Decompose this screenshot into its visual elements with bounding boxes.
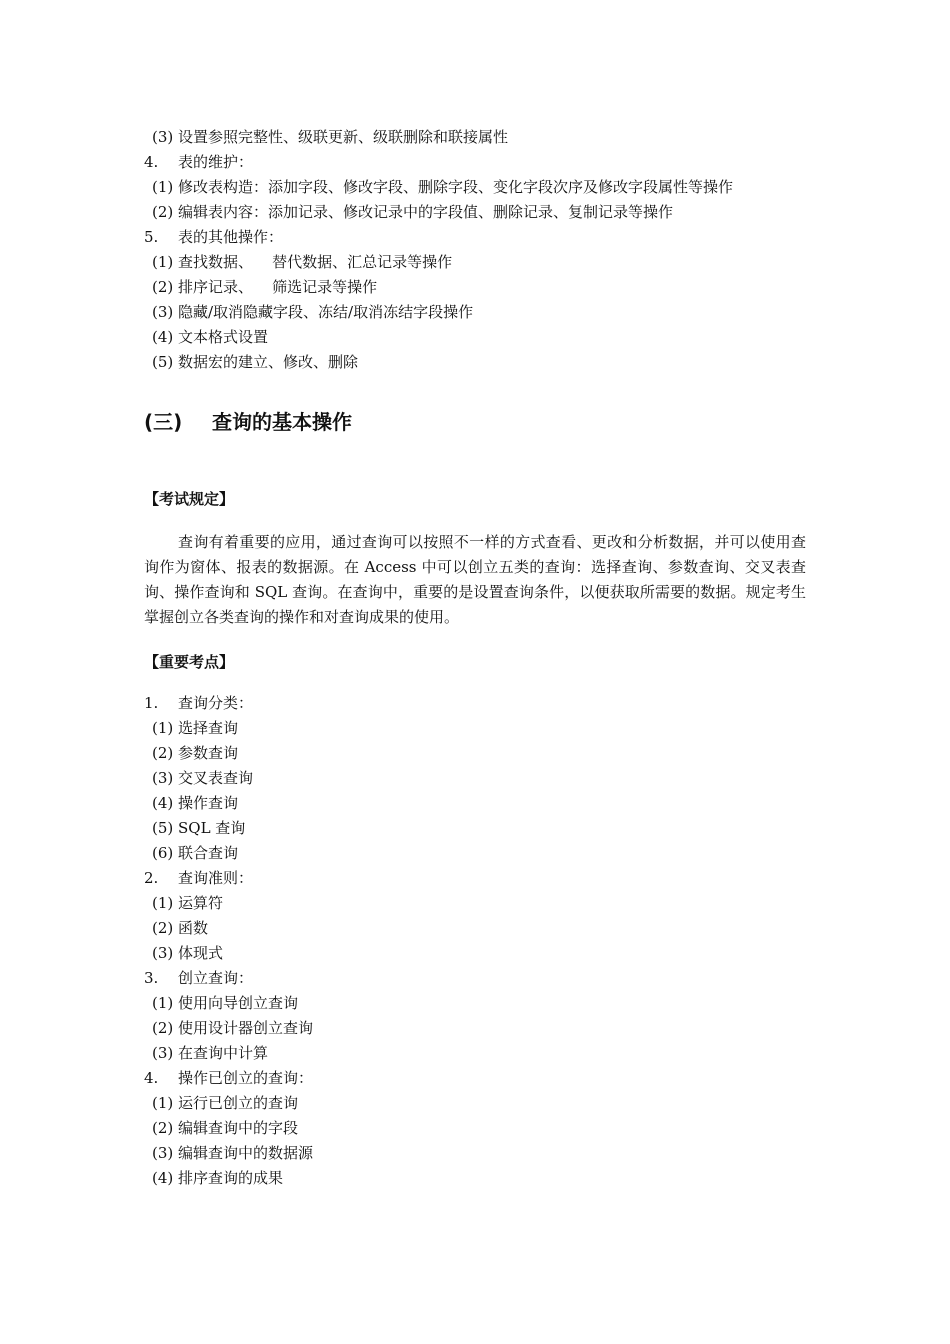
list-item — [152, 127, 508, 147]
list-item — [152, 793, 238, 813]
list-item-text: 修改表构造：添加字段、修改字段、删除字段、变化字段次序及修改字段属性等操作 — [178, 178, 734, 196]
list-item — [152, 177, 733, 197]
list-item-number: (3) — [152, 303, 174, 321]
list-item — [152, 327, 268, 347]
list-item-text: 编辑查询中的数据源 — [178, 1144, 314, 1162]
list-item — [152, 352, 358, 372]
list-item — [144, 968, 253, 988]
list-item-text: 表的维护： — [178, 153, 254, 171]
list-item-text: 创立查询： — [178, 969, 254, 987]
list-item-number: (2) — [152, 1119, 174, 1137]
list-item-text: 选择查询 — [178, 719, 239, 737]
list-item-number: (2) — [152, 744, 174, 762]
list-item — [144, 152, 253, 172]
exam-rule-paragraph — [144, 530, 806, 630]
list-item-number: (2) — [152, 203, 174, 221]
key-points-label: 【重要考点】 — [144, 653, 235, 671]
list-item-number: 5. — [144, 228, 159, 246]
list-item-number: (5) — [152, 353, 174, 371]
list-item-text: 在查询中计算 — [178, 1044, 269, 1062]
list-item-number: (4) — [152, 794, 174, 812]
list-item — [152, 743, 238, 763]
list-item-number: (3) — [152, 944, 174, 962]
list-item-text: 运行已创立的查询 — [178, 1094, 299, 1112]
exam-rule-label: 【考试规定】 — [144, 490, 235, 508]
list-item-text: 编辑查询中的字段 — [178, 1119, 299, 1137]
list-item-number: (1) — [152, 1094, 174, 1112]
list-item-number: (5) — [152, 819, 174, 837]
list-item-text: 体现式 — [178, 944, 224, 962]
list-item-text: 运算符 — [178, 894, 224, 912]
list-item — [144, 693, 253, 713]
list-item-number: (2) — [152, 1019, 174, 1037]
list-item-number: 4. — [144, 153, 159, 171]
list-item — [152, 1118, 298, 1138]
list-item-number: (1) — [152, 178, 174, 196]
list-item-number: (6) — [152, 844, 174, 862]
list-item-number: (1) — [152, 253, 174, 271]
list-item-text: 文本格式设置 — [178, 328, 269, 346]
list-item-number: (1) — [152, 994, 174, 1012]
list-item — [144, 868, 253, 888]
list-item-text: 排序记录、 筛选记录等操作 — [178, 278, 378, 296]
list-item-text: 查询分类： — [178, 694, 254, 712]
section-heading — [144, 406, 352, 435]
list-item — [152, 277, 377, 297]
list-item-text: 查找数据、 替代数据、汇总记录等操作 — [178, 253, 453, 271]
list-item-number: 4. — [144, 1069, 159, 1087]
list-item — [152, 943, 223, 963]
list-item-text: 设置参照完整性、级联更新、级联删除和联接属性 — [178, 128, 509, 146]
list-item — [152, 993, 298, 1013]
list-item — [152, 918, 208, 938]
list-item-number: 3. — [144, 969, 159, 987]
list-item — [152, 893, 223, 913]
list-item-text: 函数 — [178, 919, 209, 937]
list-item-text: SQL 查询 — [178, 819, 246, 837]
list-item-text: 编辑表内容：添加记录、修改记录中的字段值、删除记录、复制记录等操作 — [178, 203, 674, 221]
list-item-number: (1) — [152, 894, 174, 912]
list-item-number: (3) — [152, 1144, 174, 1162]
list-item-text: 使用设计器创立查询 — [178, 1019, 314, 1037]
heading-title: 查询的基本操作 — [212, 410, 352, 434]
list-item — [152, 768, 253, 788]
list-item-text: 隐藏/取消隐藏字段、冻结/取消冻结字段操作 — [178, 303, 474, 321]
list-item-text: 参数查询 — [178, 744, 239, 762]
list-item-number: 1. — [144, 694, 159, 712]
list-item — [152, 1143, 313, 1163]
list-item-number: (1) — [152, 719, 174, 737]
list-item-text: 操作查询 — [178, 794, 239, 812]
list-item — [144, 227, 283, 247]
list-item-number: 2. — [144, 869, 159, 887]
list-item-text: 联合查询 — [178, 844, 239, 862]
list-item-text: 数据宏的建立、修改、删除 — [178, 353, 359, 371]
heading-number: (三) — [144, 410, 183, 434]
list-item-number: (2) — [152, 278, 174, 296]
list-item — [152, 302, 473, 322]
list-item — [152, 843, 238, 863]
list-item — [152, 1168, 283, 1188]
list-item-text: 操作已创立的查询： — [178, 1069, 314, 1087]
list-item — [144, 1068, 313, 1088]
list-item-text: 表的其他操作： — [178, 228, 284, 246]
list-item-number: (3) — [152, 769, 174, 787]
list-item — [152, 718, 238, 738]
list-item — [152, 202, 673, 222]
exam-rule-text: 查询有着重要的应用，通过查询可以按照不一样的方式查看、更改和分析数据，并可以使用查询作为窗体、报表的数据源。在 Access 中可以创立五类的查询：选择查询、参数查询、交叉表查询、操作查询和 SQL 查询。在查询中，重要的是设置查询条件，以便获取所需要的数据。规定考生掌握创立各类查询的操作和对查询成果的使用。 — [144, 533, 806, 626]
list-item-number: (4) — [152, 328, 174, 346]
list-item-text: 排序查询的成果 — [178, 1169, 284, 1187]
list-item — [152, 818, 245, 838]
list-item — [152, 1093, 298, 1113]
list-item-text: 使用向导创立查询 — [178, 994, 299, 1012]
list-item-number: (2) — [152, 919, 174, 937]
list-item-number: (4) — [152, 1169, 174, 1187]
list-item-number: (3) — [152, 1044, 174, 1062]
list-item — [152, 252, 452, 272]
list-item — [152, 1043, 268, 1063]
list-item-text: 交叉表查询 — [178, 769, 254, 787]
list-item-number: (3) — [152, 128, 174, 146]
list-item-text: 查询准则： — [178, 869, 254, 887]
list-item — [152, 1018, 313, 1038]
